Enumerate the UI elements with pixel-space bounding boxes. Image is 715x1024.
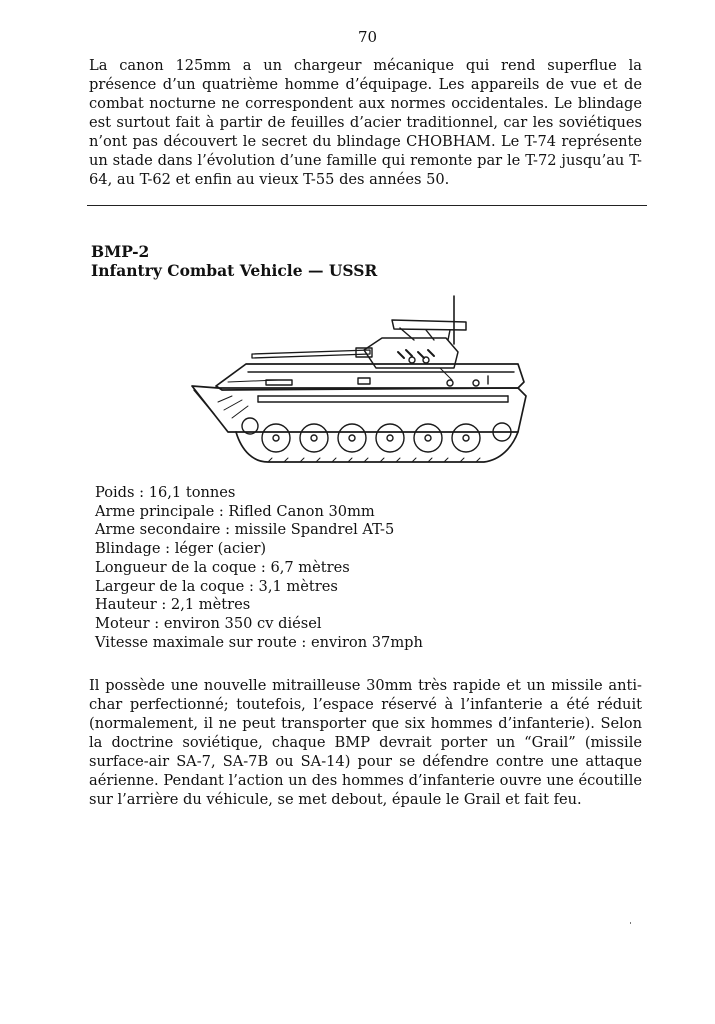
spec-value: Rifled Canon 30mm — [228, 502, 375, 520]
spec-label: Largeur de la coque : — [95, 578, 259, 595]
spec-item-vitesse — [95, 634, 423, 653]
spec-item-poids — [95, 484, 423, 503]
page-number: 70 — [357, 28, 378, 46]
spec-value: environ 37mph — [311, 633, 423, 651]
spec-item-arme-principale — [95, 503, 423, 522]
spec-value: 6,7 mètres — [270, 558, 350, 576]
section-title: BMP-2 — [91, 242, 150, 261]
spec-label: Vitesse maximale sur route : — [95, 634, 311, 651]
spec-label: Blindage : — [95, 540, 175, 557]
spec-value: environ 350 cv diésel — [163, 614, 322, 632]
spec-value: 16,1 tonnes — [148, 484, 236, 501]
spec-item-moteur — [95, 615, 423, 634]
spec-value: missile Spandrel AT-5 — [234, 521, 395, 539]
description-paragraph: Il possède une nouvelle mitrailleuse 30mm très rapide et un missile anti-char perfectionné; toutefois, l’espace réservé à l’infanterie a été réduit (normalement, il ne peut transporter que six hommes d’infanterie). Selon la doctrine soviétique, chaque BMP devrait porter un “Grail” (missile surface-air SA-7, SA-7B ou SA-14) pour se défendre contre une attaque aérienne. Pendant l’action un des hommes d’infanterie ouvre une écoutille sur l’arrière du véhicule, se met debout, épaule le Grail et fait feu. — [89, 677, 642, 808]
spec-value: 3,1 mètres — [258, 577, 338, 595]
spec-label: Hauteur : — [95, 596, 171, 613]
spec-item-arme-secondaire — [95, 521, 423, 540]
spec-item-blindage — [95, 540, 423, 559]
intro-paragraph: La canon 125mm a un chargeur mécanique qui rend superflue la présence d’un quatrième homme d’équipage. Les appareils de vue et de combat nocturne ne correspondent aux normes occidentales. Le blindage est surtout fait à partir de feuilles d’acier traditionnel, car les soviétiques n’ont pas découvert le secret du blindage CHOBHAM. Le T-74 représente un stade dans l’évolution d’une famille qui remonte par le T-72 jusqu’au T-64, au T-62 et enfin au vieux T-55 des années 50. — [89, 57, 642, 188]
spec-label: Poids : — [95, 484, 149, 501]
spec-label: Arme secondaire : — [95, 521, 235, 538]
spec-item-longueur — [95, 559, 423, 578]
specifications-list — [95, 484, 423, 652]
section-divider — [87, 205, 647, 206]
spec-value: 2,1 mètres — [170, 596, 251, 614]
spec-item-largeur — [95, 578, 423, 597]
spec-value: léger (acier) — [174, 540, 267, 558]
spec-label: Arme principale : — [95, 503, 228, 520]
bmp2-vehicle-illustration — [188, 292, 538, 470]
scan-speck — [630, 922, 631, 924]
spec-label: Longueur de la coque : — [95, 559, 270, 576]
spec-item-hauteur — [95, 596, 423, 615]
spec-label: Moteur : — [95, 615, 164, 632]
section-subtitle: Infantry Combat Vehicle — USSR — [91, 261, 378, 280]
